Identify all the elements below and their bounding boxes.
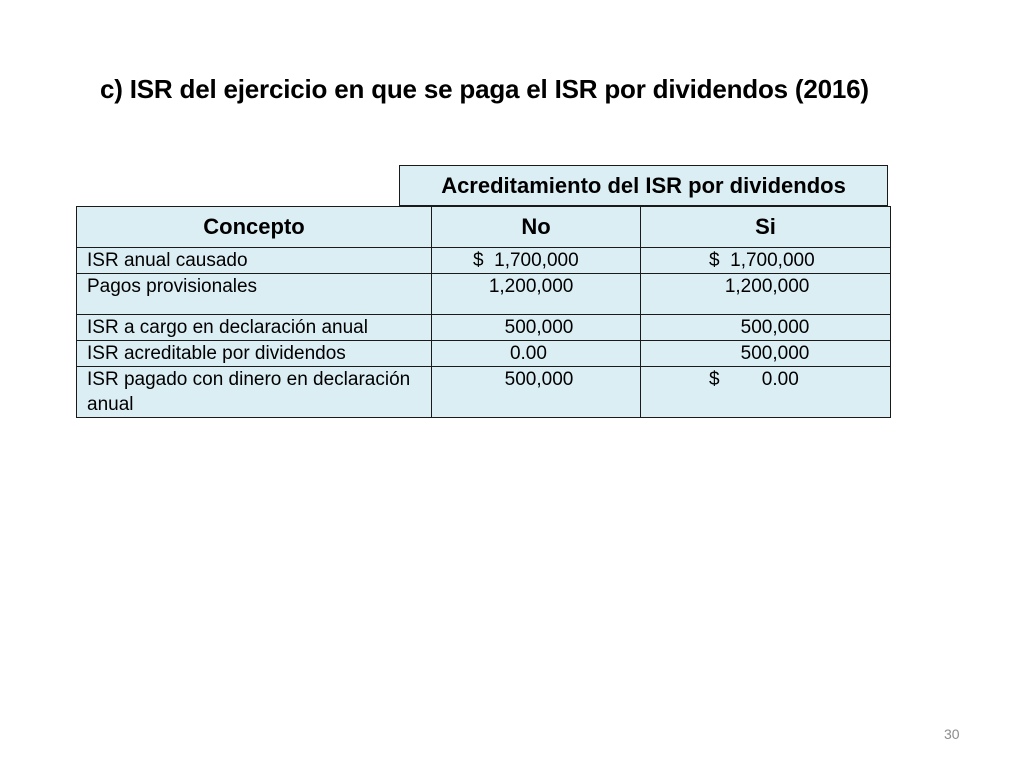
row-value-no: $ 1,700,000 (432, 248, 641, 274)
row-concepto: ISR a cargo en declaración anual (77, 315, 432, 341)
row-value-no: 500,000 (432, 367, 641, 418)
row-value-no: 500,000 (432, 315, 641, 341)
header-concepto: Concepto (77, 207, 432, 248)
row-value-no: 1,200,000 (432, 274, 641, 315)
table-row (77, 248, 891, 274)
page-number: 30 (944, 726, 960, 742)
row-value-si: $ 0.00 (641, 367, 891, 418)
row-value-si: $ 1,700,000 (641, 248, 891, 274)
row-concepto: Pagos provisionales (77, 274, 432, 315)
row-concepto: ISR pagado con dinero en declaración anual (77, 367, 432, 418)
group-header-acreditamiento: Acreditamiento del ISR por dividendos (399, 165, 888, 206)
table-row (77, 274, 891, 315)
header-no: No (432, 207, 641, 248)
row-value-si: 500,000 (641, 315, 891, 341)
row-concepto: ISR anual causado (77, 248, 432, 274)
table-row (77, 367, 891, 418)
row-concepto: ISR acreditable por dividendos (77, 341, 432, 367)
row-value-si: 1,200,000 (641, 274, 891, 315)
slide-title: c) ISR del ejercicio en que se paga el ISR por dividendos (2016) (100, 74, 869, 104)
table-header-row (77, 207, 891, 248)
header-si: Si (641, 207, 891, 248)
table-row (77, 341, 891, 367)
row-value-no: 0.00 (432, 341, 641, 367)
isr-table (76, 206, 891, 418)
row-value-si: 500,000 (641, 341, 891, 367)
table-row (77, 315, 891, 341)
